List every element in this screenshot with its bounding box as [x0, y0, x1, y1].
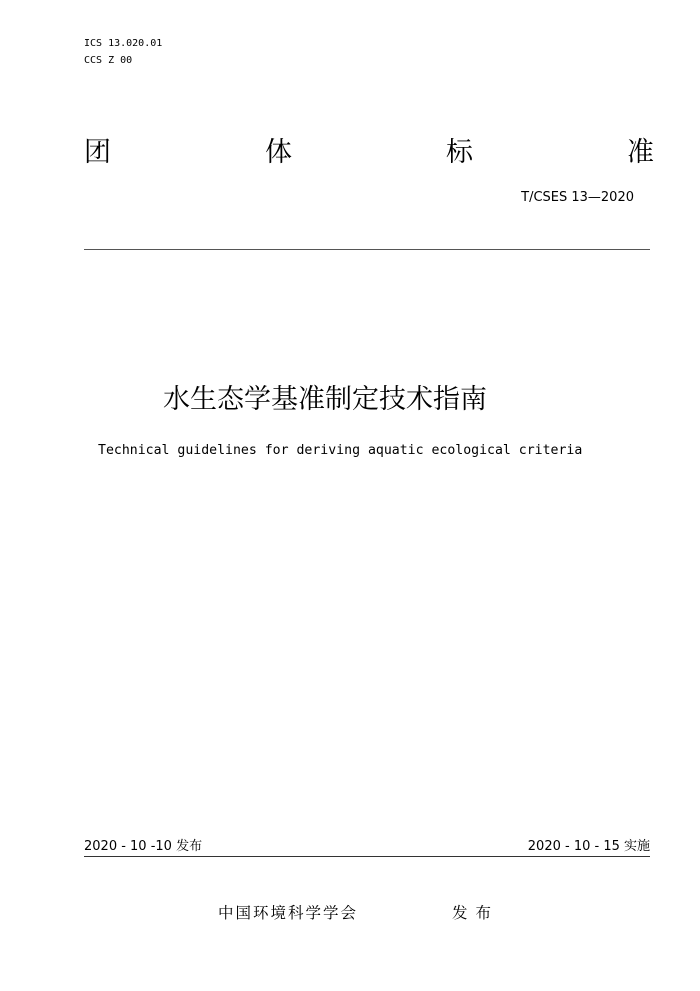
title-english: Technical guidelines for deriving aquatic ecological criteria	[98, 443, 583, 458]
standard-type-char-2: 体	[265, 137, 292, 168]
standard-type-char-3: 标	[446, 137, 473, 168]
standard-type-char-1: 团	[84, 137, 111, 168]
issue-date: 2020 - 10 -10 发布	[84, 839, 203, 854]
ics-code: ICS 13.020.01	[84, 38, 163, 49]
publish-label: 发布	[452, 904, 500, 922]
standard-type-char-4: 准	[627, 137, 654, 168]
ccs-code: CCS Z 00	[84, 55, 133, 66]
title-chinese-wrapper	[0, 382, 700, 418]
standard-type-heading	[84, 136, 654, 170]
publisher-name: 中国环境科学学会	[218, 904, 359, 922]
standard-number: T/CSES 13—2020	[521, 190, 634, 205]
header-divider	[84, 249, 650, 250]
title-chinese: 水生态学基准制定技术指南	[163, 384, 487, 415]
implementation-date: 2020 - 10 - 15 实施	[527, 839, 650, 854]
footer-divider	[84, 856, 650, 857]
